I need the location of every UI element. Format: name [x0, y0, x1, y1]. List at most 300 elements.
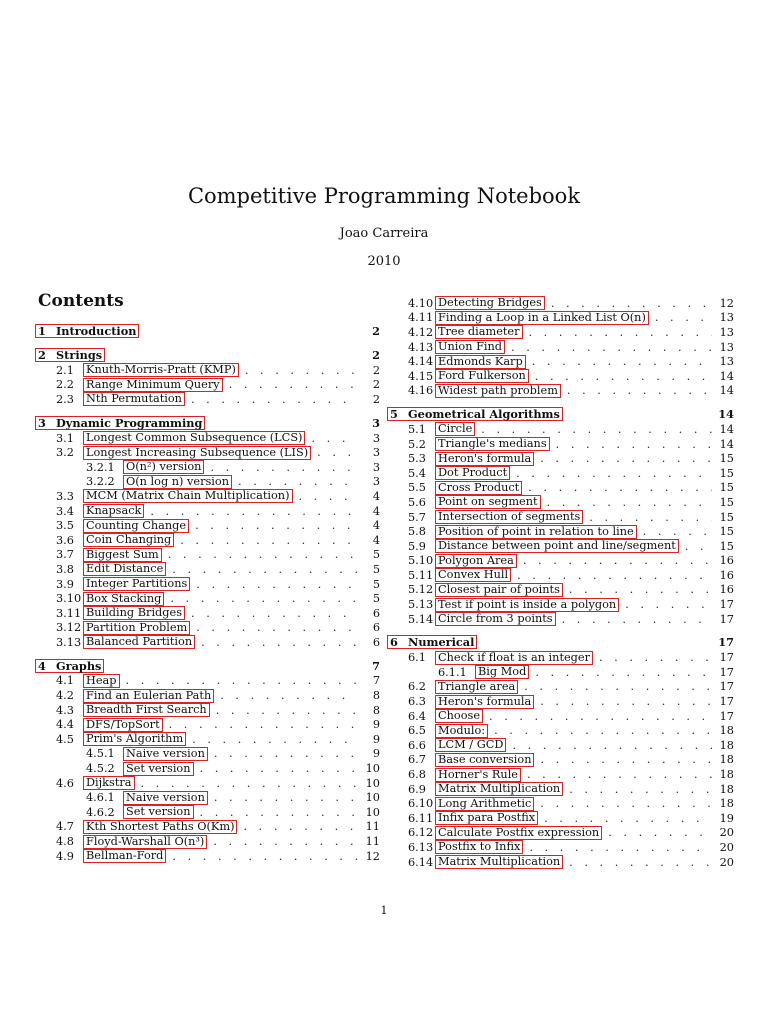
toc-number: 6.14: [408, 855, 434, 869]
toc-page-number: 15: [719, 525, 734, 539]
toc-link[interactable]: [83, 431, 305, 445]
toc-page-number: 16: [719, 554, 734, 568]
toc-number: 5.10: [408, 554, 434, 568]
toc-page-number: 6: [372, 621, 380, 635]
dot-leader: [524, 680, 712, 693]
toc-entry-row: [38, 606, 380, 621]
dot-leader: [535, 370, 712, 383]
toc-entry-row: [390, 709, 734, 724]
toc-link[interactable]: [387, 407, 563, 421]
dot-leader: [214, 791, 358, 804]
toc-link[interactable]: [35, 348, 105, 362]
toc-page-number: 8: [372, 689, 380, 703]
toc-number: 4.7: [56, 820, 74, 834]
toc-number: 3.2.2: [86, 475, 115, 489]
toc-title: Base conversion: [438, 752, 532, 766]
dot-leader: [527, 768, 712, 781]
toc-link[interactable]: [387, 635, 477, 649]
toc-entry-row: [390, 840, 734, 855]
toc-link[interactable]: [435, 695, 534, 709]
toc-number: 6.8: [408, 768, 426, 782]
toc-number: 6.1: [408, 651, 426, 665]
toc-entry-row: [390, 311, 734, 326]
toc-page-number: 15: [719, 495, 734, 509]
toc-entry-row: [390, 422, 734, 437]
toc-entry-row: [38, 635, 380, 650]
toc-entry-row: [38, 717, 380, 732]
toc-title: LCM / GCD: [438, 738, 504, 752]
toc-link[interactable]: [435, 481, 522, 495]
toc-entry-row: [38, 747, 380, 762]
toc-page-number: 3: [372, 475, 380, 489]
toc-link[interactable]: [435, 753, 534, 767]
toc-link[interactable]: [83, 635, 195, 649]
toc-link[interactable]: [123, 747, 208, 761]
dot-leader: [170, 592, 358, 605]
document-date: 2010: [367, 254, 401, 269]
toc-title: Biggest Sum: [86, 547, 159, 561]
dot-leader: [126, 674, 358, 687]
toc-entry-row: [38, 805, 380, 820]
toc-link[interactable]: [83, 776, 135, 790]
dot-leader: [481, 423, 712, 436]
toc-page-number: 18: [719, 753, 734, 767]
toc-link[interactable]: [435, 539, 679, 553]
toc-number: 2: [38, 348, 46, 362]
toc-link[interactable]: [123, 475, 232, 489]
page-number: 1: [380, 904, 388, 917]
toc-title: Nth Permutation: [86, 392, 182, 406]
toc-link[interactable]: [475, 665, 529, 679]
toc-link[interactable]: [435, 325, 523, 339]
toc-entry-row: [390, 495, 734, 510]
toc-title: Balanced Partition: [86, 635, 193, 649]
toc-title: Distance between point and line/segment: [438, 539, 676, 553]
dot-leader: [191, 607, 358, 620]
toc-link[interactable]: [83, 703, 210, 717]
toc-page-number: 18: [719, 738, 734, 752]
toc-title: Circle from 3 points: [438, 612, 553, 626]
dot-leader: [540, 797, 712, 810]
toc-title: MCM (Matrix Chain Multiplication): [86, 489, 290, 503]
toc-link[interactable]: [83, 849, 166, 863]
toc-link[interactable]: [83, 689, 214, 703]
toc-link[interactable]: [435, 510, 583, 524]
toc-number: 5.13: [408, 598, 434, 612]
toc-title: Numerical: [408, 635, 475, 650]
toc-link[interactable]: [83, 718, 163, 732]
dot-leader: [172, 563, 358, 576]
toc-number: 6.4: [408, 709, 426, 723]
toc-page-number: 4: [372, 504, 380, 518]
toc-page-number: 2: [372, 324, 380, 338]
toc-link[interactable]: [435, 340, 505, 354]
toc-section-row: [390, 634, 734, 650]
toc-link[interactable]: [435, 840, 523, 854]
toc-entry-row: [390, 826, 734, 841]
dot-leader: [229, 378, 358, 391]
toc-title: Breadth First Search: [86, 703, 207, 717]
toc-link[interactable]: [123, 791, 208, 805]
toc-entry-row: [38, 431, 380, 446]
toc-link[interactable]: [83, 732, 186, 746]
toc-entry-row: [390, 680, 734, 695]
toc-link[interactable]: [83, 548, 162, 562]
toc-link[interactable]: [35, 416, 205, 430]
toc-link[interactable]: [83, 446, 311, 460]
toc-entry-row: [390, 811, 734, 826]
toc-link[interactable]: [435, 709, 483, 723]
toc-page-number: 15: [719, 452, 734, 466]
dot-leader: [528, 481, 712, 494]
toc-title: Tree diameter: [438, 325, 520, 339]
dot-leader: [517, 569, 712, 582]
toc-page-number: 3: [372, 460, 380, 474]
toc-link[interactable]: [435, 568, 511, 582]
toc-link[interactable]: [435, 311, 649, 325]
toc-number: 3.7: [56, 548, 74, 562]
toc-entry-row: [38, 392, 380, 407]
toc-entry-row: [390, 597, 734, 612]
toc-entry-row: [390, 539, 734, 554]
toc-link[interactable]: [435, 724, 488, 738]
toc-entry-row: [38, 577, 380, 592]
dot-leader: [196, 578, 358, 591]
toc-title: Prim's Algorithm: [86, 732, 184, 746]
toc-title: Naive version: [126, 790, 205, 804]
dot-leader: [494, 724, 712, 737]
toc-number: 5: [390, 407, 398, 422]
toc-entry-row: [390, 694, 734, 709]
toc-link[interactable]: [83, 835, 207, 849]
toc-link[interactable]: [83, 606, 185, 620]
toc-link[interactable]: [435, 452, 534, 466]
toc-number: 4: [38, 658, 46, 673]
toc-link[interactable]: [435, 369, 529, 383]
toc-page-number: 10: [365, 762, 380, 776]
toc-link[interactable]: [435, 583, 563, 597]
toc-entry-row: [390, 340, 734, 355]
toc-number: 4.5.2: [86, 762, 115, 776]
toc-number: 3.10: [56, 592, 82, 606]
toc-link[interactable]: [83, 592, 164, 606]
toc-link[interactable]: [435, 680, 518, 694]
toc-page-number: 18: [719, 768, 734, 782]
dot-leader: [569, 583, 712, 596]
toc-right-column: [390, 296, 734, 869]
toc-link[interactable]: [35, 324, 139, 338]
toc-page-number: 11: [365, 820, 380, 834]
toc-page-number: 6: [372, 635, 380, 649]
toc-title: Graphs: [56, 658, 102, 673]
toc-page-number: 8: [372, 703, 380, 717]
toc-number: 3.3: [56, 489, 74, 503]
toc-link[interactable]: [435, 797, 534, 811]
toc-section-row: [390, 406, 734, 422]
toc-page-number: 14: [719, 437, 734, 451]
toc-link[interactable]: [435, 651, 593, 665]
toc-title: Partition Problem: [86, 620, 188, 634]
toc-link[interactable]: [435, 495, 541, 509]
toc-number: 3.13: [56, 635, 82, 649]
toc-entry-row: [390, 568, 734, 583]
toc-number: 6.12: [408, 826, 434, 840]
toc-entry-row: [38, 533, 380, 548]
toc-link[interactable]: [83, 489, 293, 503]
toc-page-number: 2: [372, 363, 380, 377]
toc-entry-row: [38, 489, 380, 504]
toc-number: 5.8: [408, 525, 426, 539]
toc-title: Long Arithmetic: [438, 796, 532, 810]
toc-number: 5.3: [408, 452, 426, 466]
dot-leader: [141, 777, 359, 790]
dot-leader: [569, 856, 712, 869]
toc-page-number: 14: [719, 422, 734, 436]
dot-leader: [150, 505, 358, 518]
toc-page-number: 2: [372, 378, 380, 392]
dot-leader: [540, 695, 712, 708]
toc-title: Box Stacking: [86, 591, 162, 605]
toc-title: Integer Partitions: [86, 577, 188, 591]
toc-title: Find an Eulerian Path: [86, 688, 212, 702]
dot-leader: [245, 364, 358, 377]
toc-page-number: 15: [719, 539, 734, 553]
dot-leader: [569, 783, 712, 796]
toc-page-number: 5: [372, 592, 380, 606]
toc-title: Big Mod: [478, 665, 527, 679]
toc-link[interactable]: [435, 811, 538, 825]
toc-page-number: 14: [718, 407, 734, 422]
toc-number: 4.6.2: [86, 805, 115, 819]
toc-page-number: 18: [719, 782, 734, 796]
dot-leader: [562, 613, 712, 626]
toc-title: Infix para Postfix: [438, 811, 536, 825]
toc-number: 5.7: [408, 510, 426, 524]
toc-entry-row: [38, 548, 380, 563]
toc-entry-row: [38, 518, 380, 533]
dot-leader: [544, 812, 712, 825]
toc-entry-row: [38, 674, 380, 689]
toc-link[interactable]: [435, 612, 556, 626]
toc-entry-row: [390, 554, 734, 569]
toc-number: 5.14: [408, 612, 434, 626]
dot-leader: [529, 326, 713, 339]
dot-leader: [201, 636, 358, 649]
dot-leader: [192, 733, 358, 746]
toc-page-number: 9: [372, 718, 380, 732]
dot-leader: [625, 598, 712, 611]
toc-link[interactable]: [83, 820, 237, 834]
toc-link[interactable]: [435, 384, 561, 398]
toc-title: Detecting Bridges: [438, 296, 542, 310]
toc-entry-row: [390, 665, 734, 680]
toc-number: 4.5: [56, 732, 74, 746]
toc-link[interactable]: [435, 855, 563, 869]
toc-number: 4.16: [408, 384, 434, 398]
toc-title: O(n²) version: [126, 460, 202, 474]
toc-entry-row: [390, 723, 734, 738]
toc-entry-row: [390, 451, 734, 466]
toc-title: Set version: [126, 761, 191, 775]
toc-number: 5.4: [408, 466, 426, 480]
toc-number: 4.15: [408, 369, 434, 383]
toc-link[interactable]: [435, 554, 517, 568]
toc-entry-row: [390, 384, 734, 399]
toc-title: Triangle area: [438, 679, 516, 693]
dot-leader: [220, 689, 358, 702]
toc-title: O(n log n) version: [126, 474, 230, 488]
toc-link[interactable]: [435, 437, 550, 451]
toc-page-number: 20: [719, 855, 734, 869]
toc-title: Longest Increasing Subsequence (LIS): [86, 445, 309, 459]
toc-title: Kth Shortest Paths O(Km): [86, 819, 235, 833]
dot-leader: [547, 496, 712, 509]
toc-section-row: [38, 658, 380, 674]
dot-leader: [168, 548, 358, 561]
dot-leader: [643, 525, 712, 538]
toc-title: Widest path problem: [438, 383, 558, 397]
toc-title: Knuth-Morris-Pratt (KMP): [86, 363, 236, 377]
dot-leader: [532, 355, 712, 368]
toc-entry-row: [390, 738, 734, 753]
toc-page-number: 13: [719, 311, 734, 325]
toc-link[interactable]: [83, 363, 239, 377]
toc-number: 6.9: [408, 782, 426, 796]
dot-leader: [655, 311, 712, 324]
toc-entry-row: [38, 591, 380, 606]
dot-leader: [191, 393, 358, 406]
toc-page-number: 6: [372, 606, 380, 620]
toc-link[interactable]: [35, 659, 104, 673]
toc-link[interactable]: [83, 392, 185, 406]
dot-leader: [213, 835, 358, 848]
toc-entry-row: [390, 481, 734, 496]
dot-leader: [299, 490, 359, 503]
toc-link[interactable]: [83, 674, 120, 688]
toc-title: Strings: [56, 348, 103, 362]
toc-link[interactable]: [435, 422, 475, 436]
dot-leader: [243, 820, 358, 833]
toc-page-number: 2: [372, 392, 380, 406]
toc-page-number: 14: [719, 384, 734, 398]
dot-leader: [608, 826, 712, 839]
toc-link[interactable]: [83, 504, 144, 518]
toc-page-number: 17: [719, 598, 734, 612]
toc-number: 3.1: [56, 431, 74, 445]
toc-title: Knapsack: [86, 504, 142, 518]
toc-number: 6.3: [408, 695, 426, 709]
toc-number: 4.6.1: [86, 791, 115, 805]
toc-link[interactable]: [83, 562, 166, 576]
toc-title: Longest Common Subsequence (LCS): [86, 431, 303, 445]
toc-entry-row: [38, 703, 380, 718]
toc-page-number: 19: [719, 811, 734, 825]
toc-link[interactable]: [435, 296, 545, 310]
toc-link[interactable]: [435, 598, 619, 612]
toc-title: Heron's formula: [438, 694, 532, 708]
toc-number: 3.11: [56, 606, 82, 620]
toc-title: Postfix to Infix: [438, 840, 521, 854]
toc-page-number: 11: [365, 835, 380, 849]
toc-link[interactable]: [435, 466, 510, 480]
toc-link[interactable]: [83, 519, 189, 533]
toc-link[interactable]: [123, 805, 194, 819]
toc-number: 3.2.1: [86, 460, 115, 474]
dot-leader: [238, 475, 358, 488]
toc-title: Union Find: [438, 340, 503, 354]
toc-page-number: 9: [372, 747, 380, 761]
toc-page-number: 12: [365, 849, 380, 863]
toc-entry-row: [390, 510, 734, 525]
toc-title: Range Minimum Query: [86, 377, 220, 391]
toc-link[interactable]: [123, 762, 194, 776]
toc-entry-row: [38, 790, 380, 805]
toc-number: 5.1: [408, 422, 426, 436]
toc-entry-row: [38, 834, 380, 849]
toc-number: 3.8: [56, 562, 74, 576]
toc-title: Geometrical Algorithms: [408, 407, 560, 422]
toc-section-row: [38, 415, 380, 431]
toc-number: 6: [390, 635, 398, 650]
toc-title: Dot Product: [438, 466, 508, 480]
dot-leader: [172, 850, 358, 863]
toc-number: 6.10: [408, 797, 434, 811]
toc-link[interactable]: [435, 768, 521, 782]
toc-link[interactable]: [83, 577, 190, 591]
toc-number: 3.2: [56, 446, 74, 460]
toc-link[interactable]: [435, 826, 602, 840]
toc-link[interactable]: [435, 782, 563, 796]
toc-page-number: 13: [719, 325, 734, 339]
document-author: Joao Carreira: [339, 226, 429, 241]
toc-title: Calculate Postfix expression: [438, 825, 600, 839]
toc-link[interactable]: [435, 355, 526, 369]
toc-number: 6.6: [408, 738, 426, 752]
dot-leader: [599, 651, 712, 664]
toc-link[interactable]: [435, 525, 637, 539]
dot-leader: [169, 718, 358, 731]
toc-title: Cross Product: [438, 480, 520, 494]
toc-link[interactable]: [435, 738, 506, 752]
toc-link[interactable]: [83, 533, 174, 547]
toc-left-column: [38, 323, 380, 863]
toc-title: Matrix Multiplication: [438, 855, 561, 869]
toc-link[interactable]: [83, 621, 190, 635]
toc-title: Point on segment: [438, 495, 538, 509]
toc-entry-row: [390, 753, 734, 768]
dot-leader: [210, 461, 358, 474]
dot-leader: [516, 467, 712, 480]
toc-title: Position of point in relation to line: [438, 524, 634, 538]
toc-number: 3.12: [56, 621, 82, 635]
toc-number: 4.10: [408, 296, 434, 310]
toc-link[interactable]: [123, 460, 204, 474]
toc-title: Matrix Multiplication: [438, 782, 561, 796]
toc-entry-row: [38, 562, 380, 577]
toc-title: Introduction: [56, 324, 137, 338]
dot-leader: [523, 554, 712, 567]
dot-leader: [195, 519, 358, 532]
toc-link[interactable]: [83, 378, 223, 392]
toc-page-number: 5: [372, 577, 380, 591]
toc-page-number: 9: [372, 732, 380, 746]
toc-title: Convex Hull: [438, 568, 509, 582]
toc-page-number: 3: [372, 446, 380, 460]
dot-leader: [512, 739, 712, 752]
toc-title: Set version: [126, 805, 191, 819]
toc-title: Ford Fulkerson: [438, 369, 526, 383]
toc-number: 4.2: [56, 689, 74, 703]
